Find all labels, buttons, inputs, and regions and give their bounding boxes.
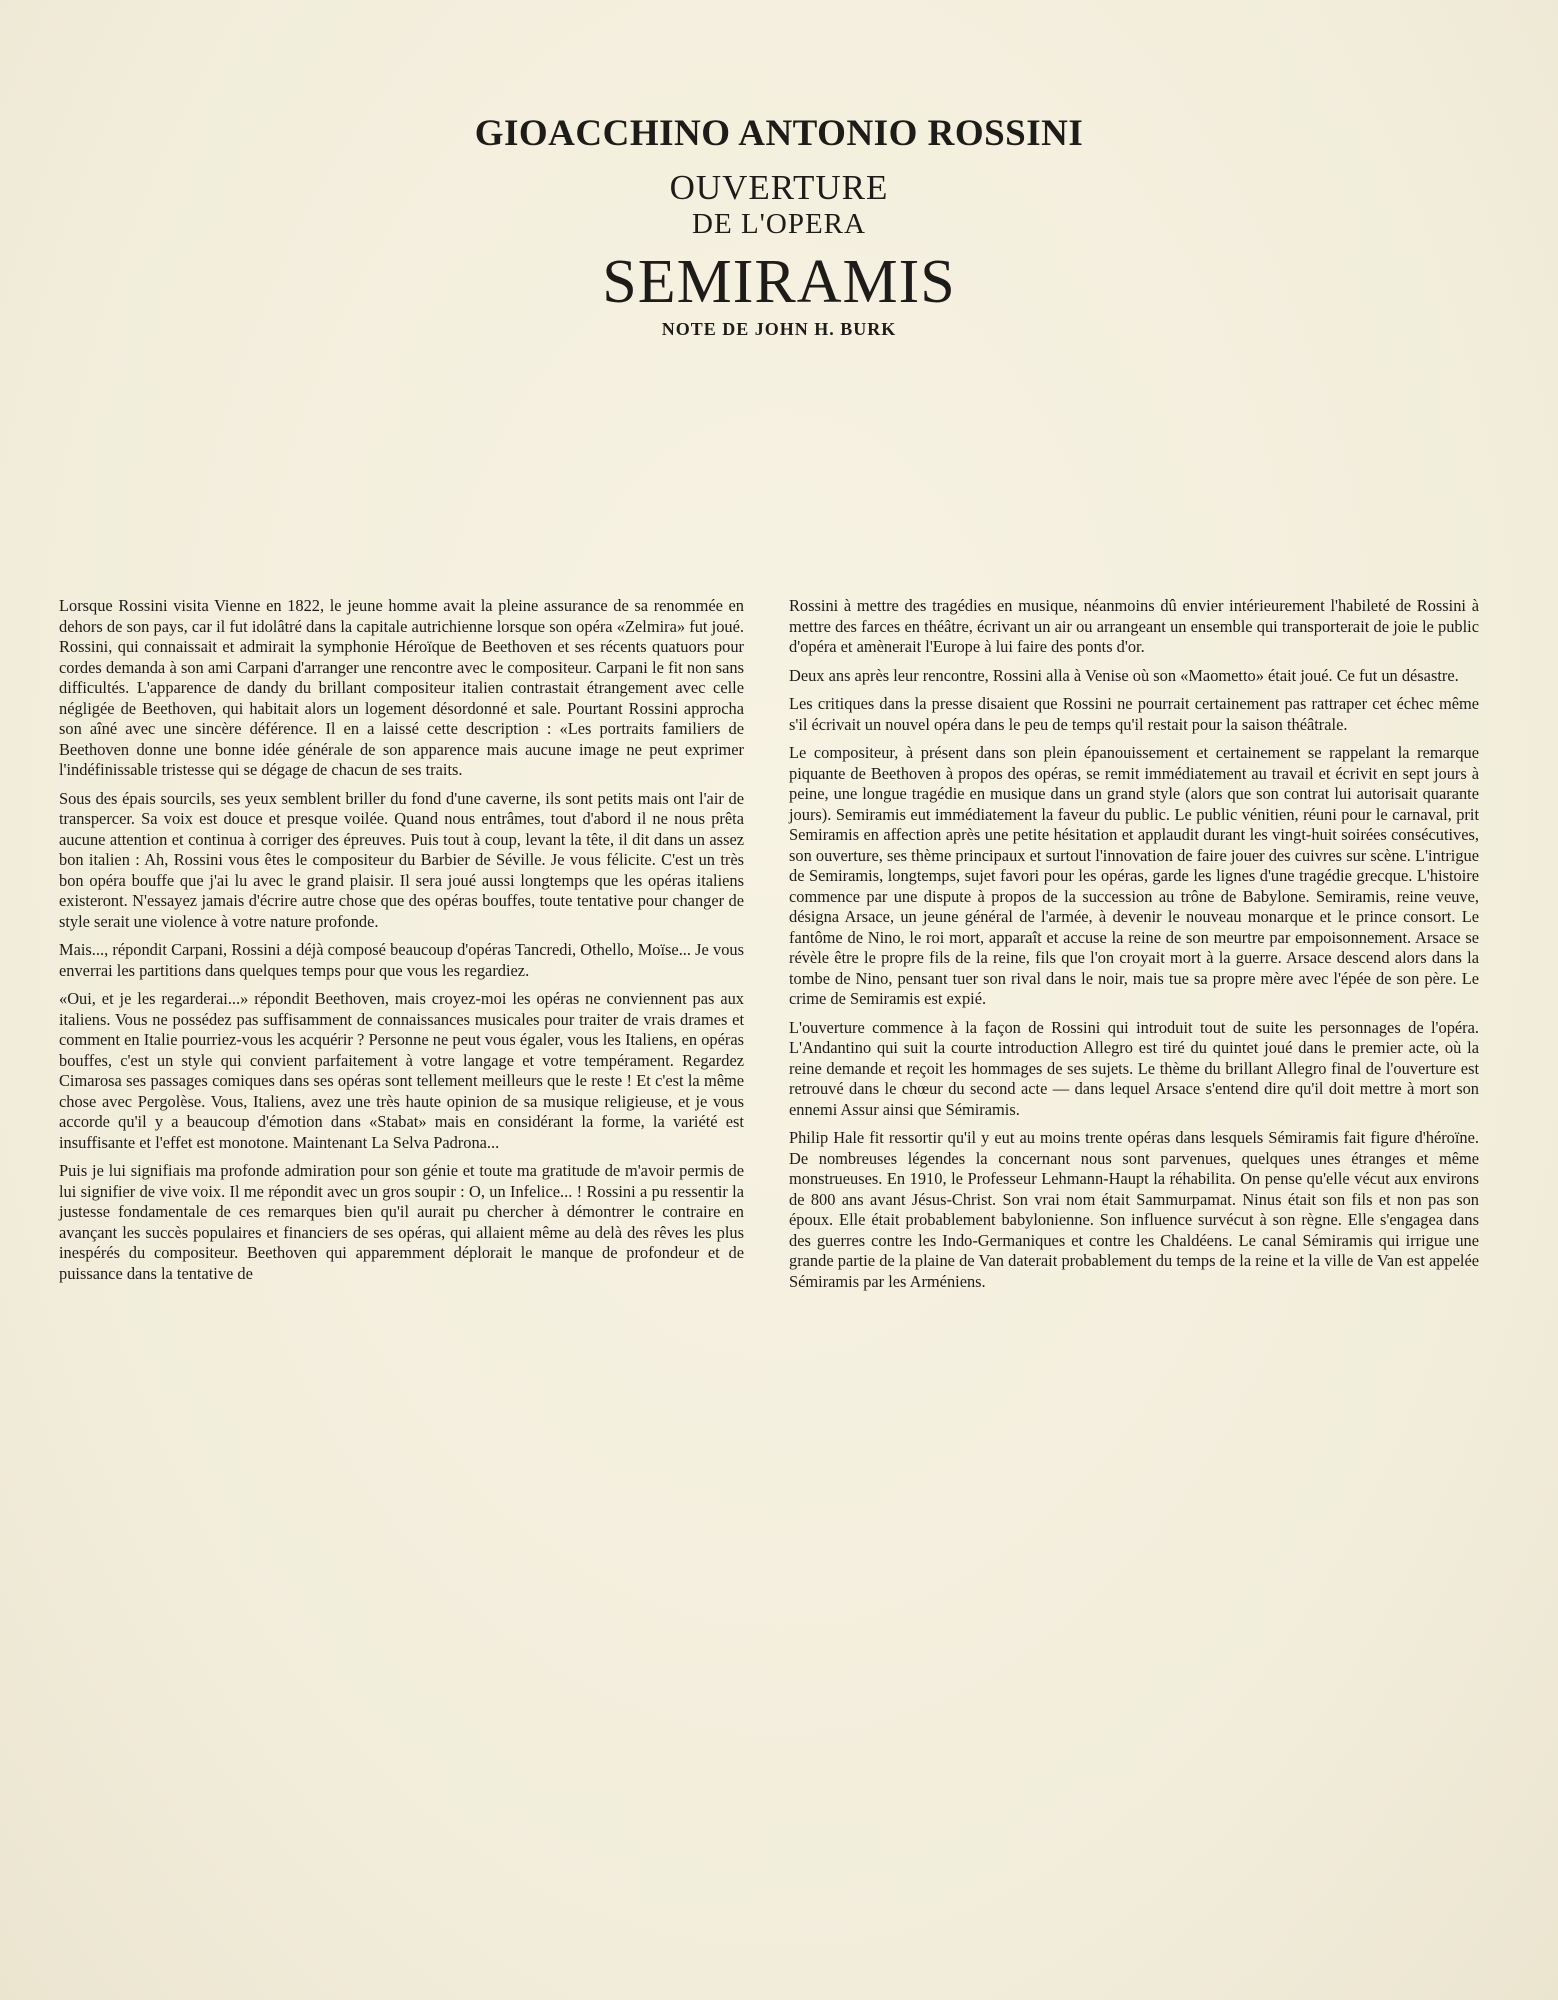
composer-name: GIOACCHINO ANTONIO ROSSINI — [474, 113, 1084, 154]
paragraph: Lorsque Rossini visita Vienne en 1822, le jeune homme avait la pleine assurance de sa renommée en dehors de son pays, car il fut idolâtré dans la capitale autrichienne lorsque son opéra «Zelmira» fut joué. Rossini, qui connaissait et admirait la symphonie Héroïque de Beethoven et ses récents quatuors pour cordes demanda à son ami Carpani d'arranger une rencontre avec le compositeur. Carpani le fit non sans difficultés. L'apparence de dandy du brillant compositeur italien contrastait étrangement avec celle négligée de Beethoven, qui habitait alors un logement désordonné et sale. Pourtant Rossini approcha son aîné avec une sincère déférence. Il en a laissé cette description : «Les portraits familiers de Beethoven donne une bonne idée générale de son apparence mais aucune image ne peut exprimer l'indéfinissable tristesse qui se dégage de chacun de ses traits. — [59, 596, 744, 779]
paragraph: Mais..., répondit Carpani, Rossini a déjà composé beaucoup d'opéras Tancredi, Othello, Moïse... Je vous enverrai les partitions dans quelques temps pour que vous les regardiez. — [59, 940, 744, 980]
paragraph: Le compositeur, à présent dans son plein épanouissement et certainement se rappelant la remarque piquante de Beethoven à propos des opéras, se remit immédiatement au travail et écrivit en sept jours à peine, une longue tragédie en musique dans un grand style (alors que son contrat lui autorisait quarante jours). Semiramis eut immédiatement la faveur du public. Le public vénitien, réuni pour le carnaval, prit Semiramis en affection après une petite hésitation et applaudit durant les vingt-huit soirées consécutives, son ouverture, ses thème principaux et surtout l'innovation de faire jouer des cuivres sur scène. L'intrigue de Semiramis, longtemps, sujet favori pour les opéras, garde les lignes d'une tragédie grecque. L'histoire commence par une dispute à propos de la succession au trône de Babylone. Semiramis, reine veuve, désigna Arsace, un jeune général de l'armée, à devenir le nouveau monarque et le prince consort. Le fantôme de Nino, le roi mort, apparaît et accuse la reine de son meurtre par empoisonnement. Arsace se révèle être le propre fils de la reine, fils que l'on croyait mort à la guerre. Arsace descend alors dans la tombe de Nino, pensant tuer son rival dans le noir, mais tue sa propre mère avec l'épée de son père. Le crime de Semiramis est expié. — [789, 743, 1479, 1008]
paragraph: Les critiques dans la presse disaient que Rossini ne pourrait certainement pas rattraper cet échec même s'il écrivait un nouvel opéra dans le peu de temps qu'il restait pour la saison théâtrale. — [789, 694, 1479, 734]
paragraph: Philip Hale fit ressortir qu'il y eut au moins trente opéras dans lesquels Sémiramis fait figure d'héroïne. De nombreuses légendes la concernant nous sont parvenues, quelques unes étranges et même monstrueuses. En 1910, le Professeur Lehmann-Haupt la réhabilita. On pense qu'elle vécut aux environs de 800 ans avant Jésus-Christ. Son vrai nom était Sammurpamat. Ninus était son fils et non pas son époux. Elle était probablement babylonienne. Son influence survécut à son règne. Elle s'engagea dans des guerres contre les Indo-Germaniques et contre les Chaldéens. Le canal Sémiramis qui irrigue une grande partie de la plaine de Van daterait probablement du temps de la reine et la ville de Van est appelée Sémiramis par les Arméniens. — [789, 1128, 1479, 1291]
ouverture-heading: OUVERTURE — [669, 168, 889, 207]
author-note: NOTE DE JOHN H. BURK — [661, 319, 897, 339]
paragraph: Deux ans après leur rencontre, Rossini alla à Venise où son «Maometto» était joué. Ce fut un désastre. — [789, 665, 1459, 685]
opera-title: SEMIRAMIS — [602, 248, 956, 316]
paragraph: Sous des épais sourcils, ses yeux semblent briller du fond d'une caverne, ils sont petits mais ont l'air de transpercer. Sa voix est douce et presque voilée. Quand nous entrâmes, tout d'abord il ne nous prêta aucune attention et continua à corriger des épreuves. Puis tout à coup, levant la tête, il dit dans un assez bon italien : Ah, Rossini vous êtes le compositeur du Barbier de Séville. Je vous félicite. C'est un très bon opéra bouffe que j'ai lu avec le grand plaisir. Il sera joué aussi longtemps que les opéras italiens existeront. N'essayez jamais d'écrire autre chose que des opéras bouffes, toute tentative pour changer de style serait une violence à votre nature profonde. — [59, 788, 744, 931]
paragraph: L'ouverture commence à la façon de Rossini qui introduit tout de suite les personnages de l'opéra. L'Andantino qui suit la courte introduction Allegro est tiré du quintet joué dans le premier acte, où la reine demande et reçoit les hommages de ses sujets. Le thème du brillant Allegro final de l'ouverture est retrouvé dans le chœur du second acte — dans lequel Arsace s'entend dire qu'il doit mettre à mort son ennemi Assur ainsi que Sémiramis. — [789, 1017, 1479, 1119]
de-lopera-heading: DE L'OPERA — [692, 208, 866, 240]
right-column — [789, 596, 1479, 1300]
left-column — [59, 596, 744, 1292]
document-header — [0, 112, 1558, 340]
paragraph: «Oui, et je les regarderai...» répondit Beethoven, mais croyez-moi les opéras ne conviennent pas aux italiens. Vous ne possédez pas suffisamment de connaissances musicales pour traiter de vrais drames et comment en Italie pourriez-vous les acquérir ? Personne ne peut vous égaler, vous les Italiens, en opéras bouffes, c'est un style qui convient parfaitement à votre langage et votre tempérament. Regardez Cimarosa ses passages comiques dans ses opéras sont tellement meilleurs que le reste ! Et c'est la même chose avec Pergolèse. Vous, Italiens, avez une très haute opinion de sa musique religieuse, et je vous accorde qu'il y a beaucoup d'émotion dans «Stabat» mais en considérant la forme, la variété est insuffisante et l'effet est monotone. Maintenant La Selva Padrona... — [59, 989, 744, 1152]
paragraph: Rossini à mettre des tragédies en musique, néanmoins dû envier intérieurement l'habileté de Rossini à mettre des farces en théâtre, écrivant un air ou arrangeant un ensemble qui transporterait de joie le public d'opéra et amènerait l'Europe à lui faire des ponts d'or. — [789, 596, 1479, 656]
paragraph: Puis je lui signifiais ma profonde admiration pour son génie et toute ma gratitude de m'avoir permis de lui signifier de vive voix. Il me répondit avec un gros soupir : O, un Infelice... ! Rossini a pu ressentir la justesse fondamentale de ces remarques bien qu'il aurait pu chercher à démontrer le contraire en avançant les succès populaires et financiers de ses opéras, qui allaient même au delà des rêves les plus inespérés du compositeur. Beethoven qui apparemment déplorait le manque de profondeur et de puissance dans la tentative de — [59, 1161, 744, 1283]
